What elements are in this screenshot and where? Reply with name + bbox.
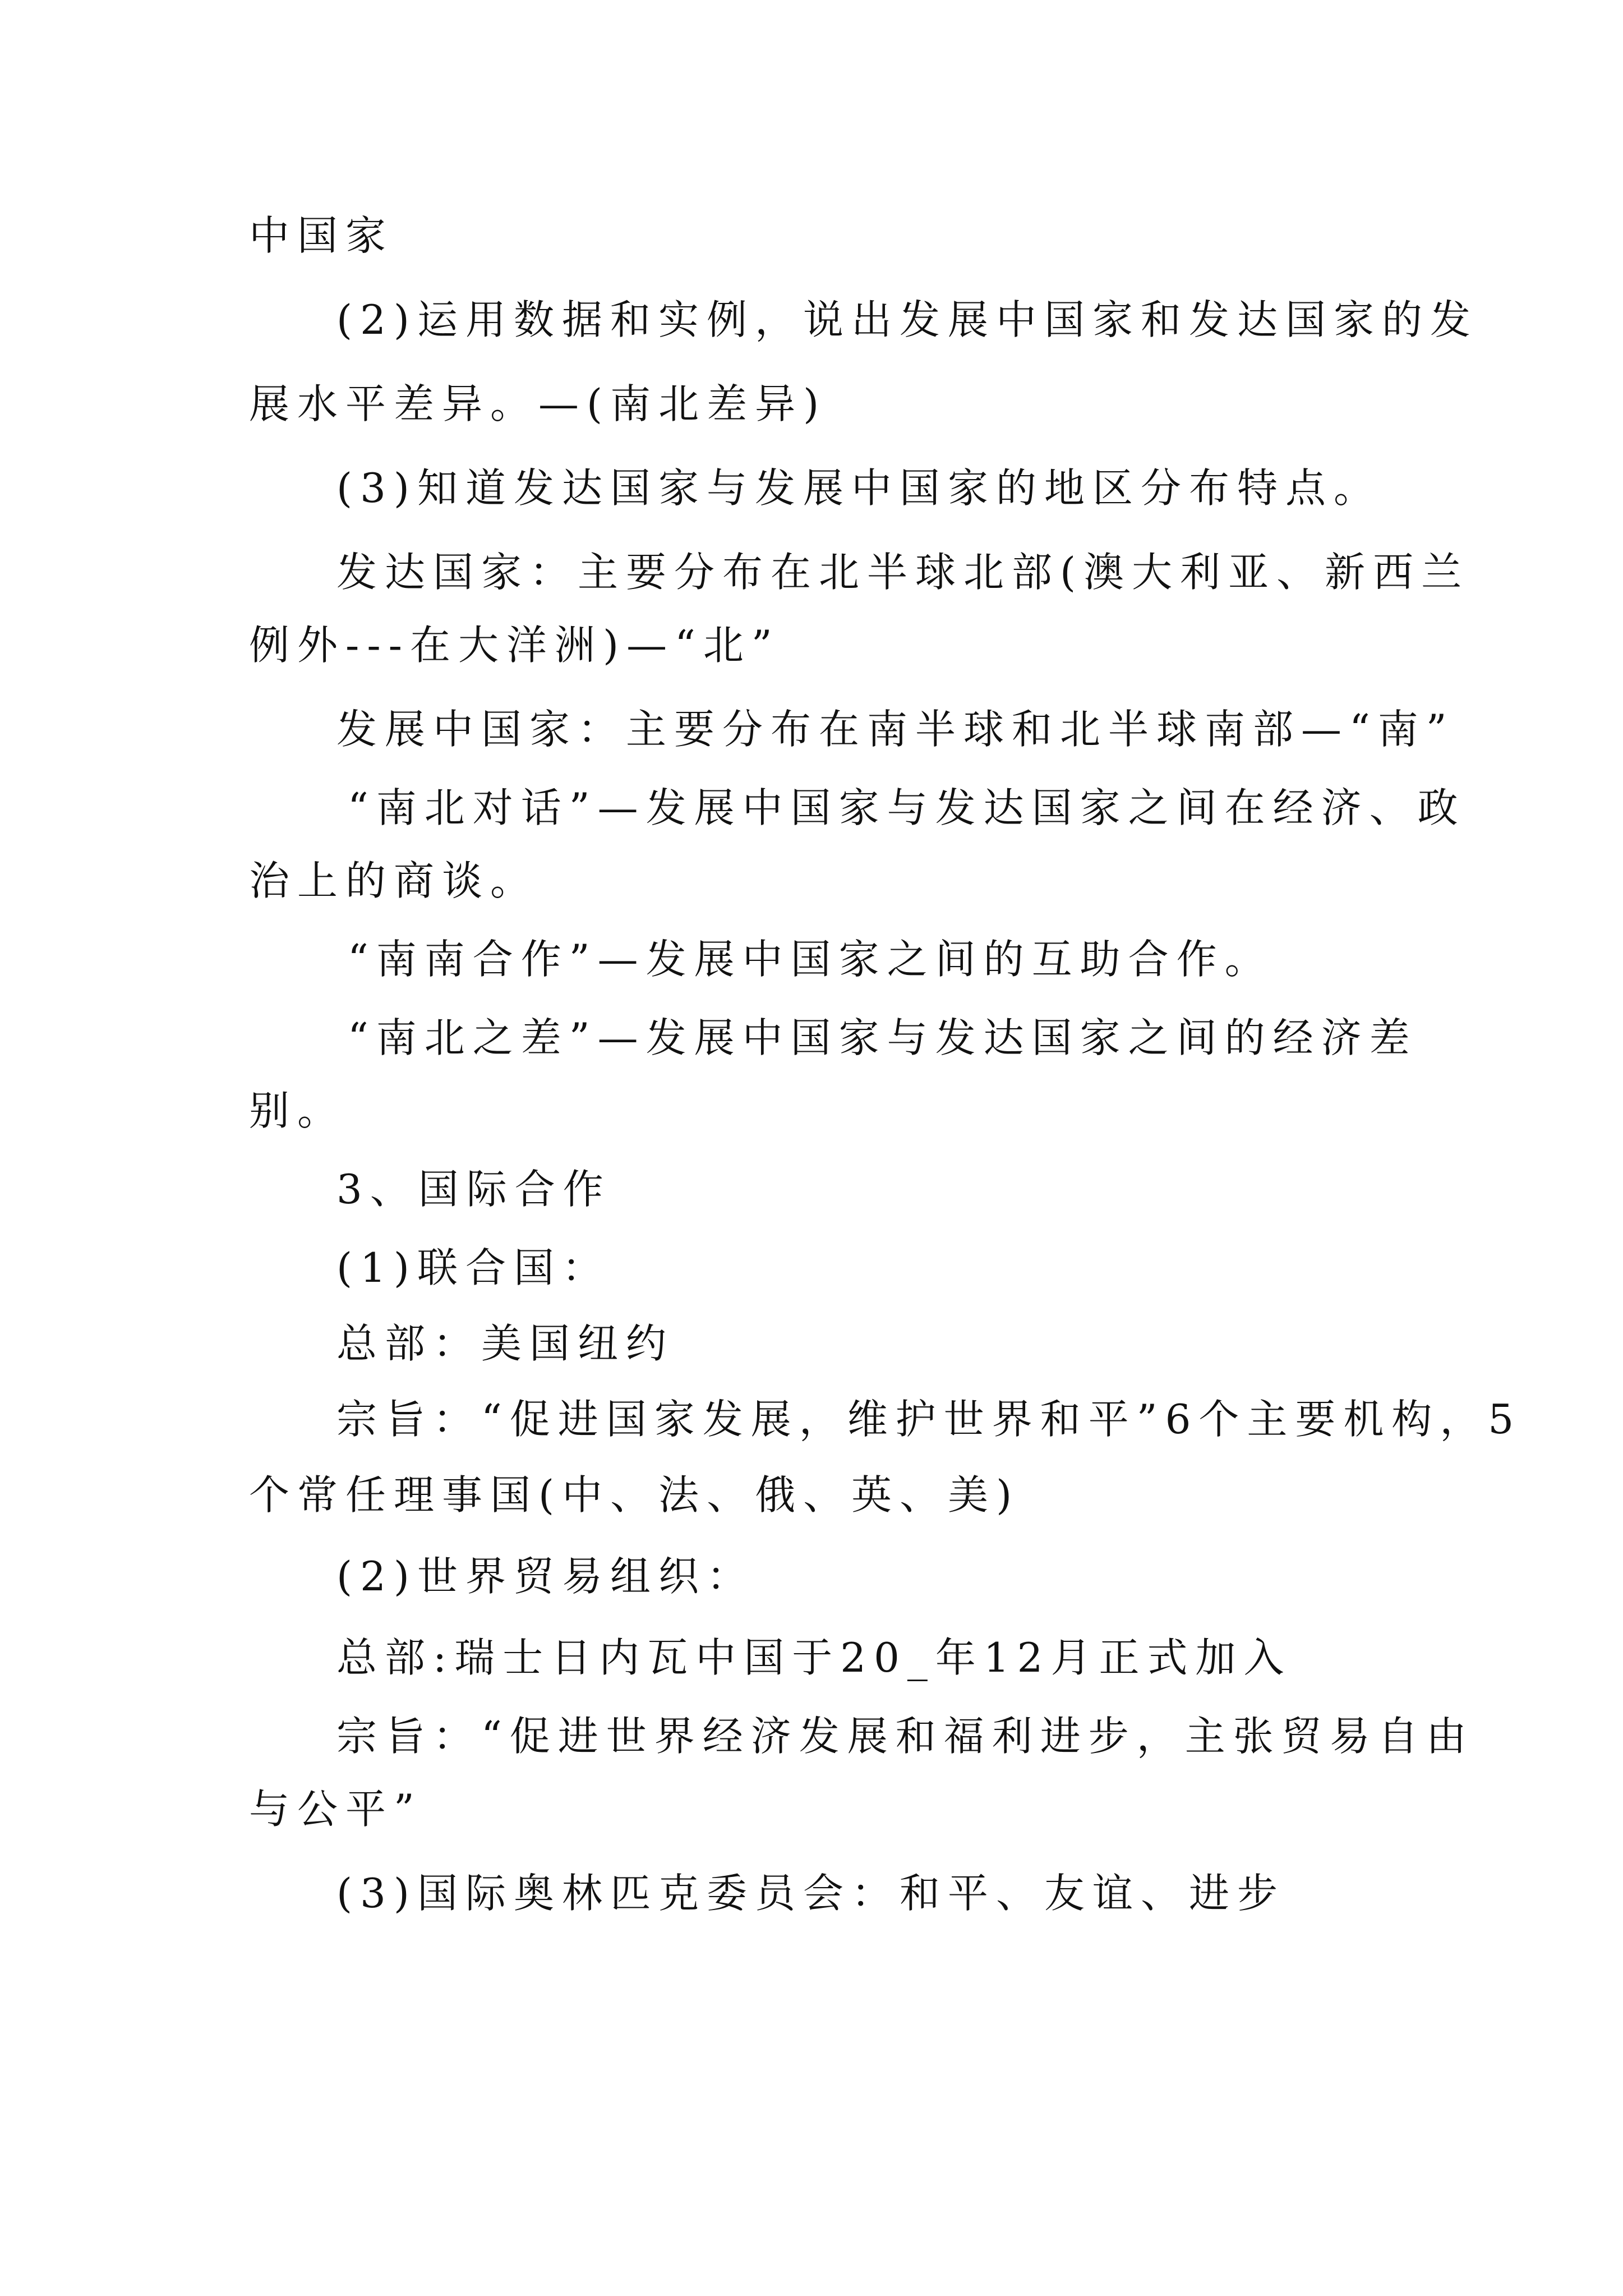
text-line: 与公平” bbox=[249, 1786, 422, 1833]
text-line: 展水平差异。—(南北差异) bbox=[249, 380, 827, 427]
text-line: 发展中国家：主要分布在南半球和北半球南部—“南” bbox=[336, 706, 1455, 753]
text-line: (1)联合国： bbox=[336, 1244, 610, 1291]
text-line: (2)运用数据和实例，说出发展中国家和发达国家的发 bbox=[336, 296, 1478, 343]
text-line: 发达国家：主要分布在北半球北部(澳大利亚、新西兰 bbox=[336, 549, 1470, 596]
section-heading: 3、国际合作 bbox=[336, 1166, 611, 1213]
text-line: “南北之差”—发展中国家与发达国家之间的经济差 bbox=[348, 1014, 1418, 1061]
text-line: 别。 bbox=[249, 1087, 346, 1134]
text-line: “南南合作”—发展中国家之间的互助合作。 bbox=[348, 936, 1273, 983]
text-line: 例外---在大洋洲)—“北” bbox=[249, 622, 780, 669]
text-line: 宗旨：“促进国家发展，维护世界和平”6个主要机构，5 bbox=[336, 1396, 1522, 1443]
text-line: 总部：美国纽约 bbox=[336, 1320, 675, 1367]
text-line: (3)知道发达国家与发展中国家的地区分布特点。 bbox=[336, 464, 1382, 512]
text-line: (2)世界贸易组织： bbox=[336, 1553, 755, 1600]
text-line: 治上的商谈。 bbox=[249, 857, 539, 904]
text-line: “南北对话”—发展中国家与发达国家之间在经济、政 bbox=[348, 784, 1466, 831]
text-line: 总部:瑞士日内瓦中国于20_年12月正式加入 bbox=[336, 1634, 1292, 1681]
text-line: 中国家 bbox=[249, 212, 394, 259]
text-line: 个常任理事国(中、法、俄、英、美) bbox=[249, 1471, 1020, 1519]
text-line: (3)国际奥林匹克委员会：和平、友谊、进步 bbox=[336, 1870, 1285, 1917]
text-line: 宗旨：“促进世界经济发展和福利进步，主张贸易自由 bbox=[336, 1713, 1474, 1760]
